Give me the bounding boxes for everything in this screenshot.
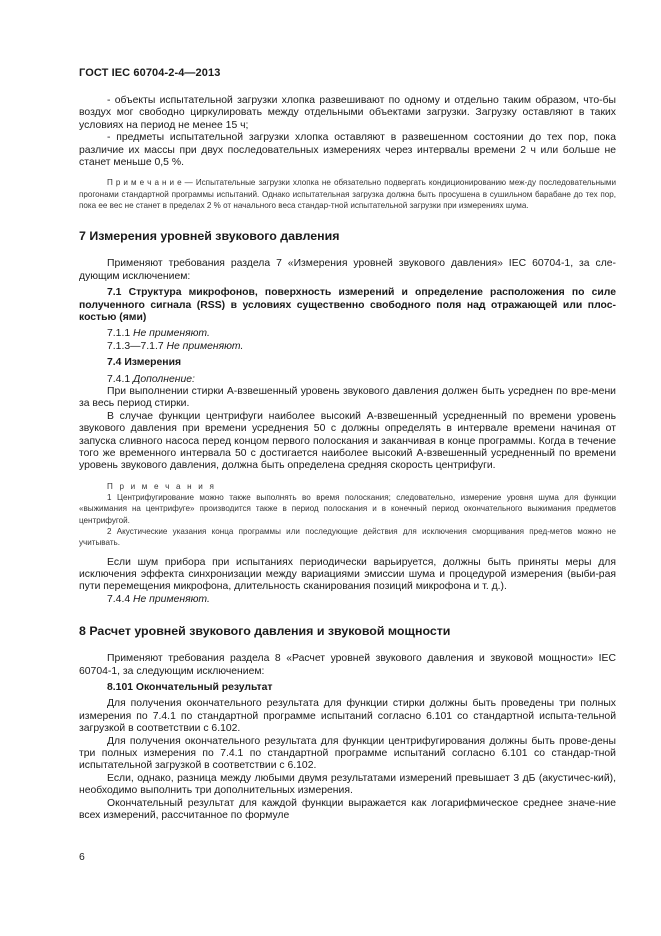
subsection-7-1-heading: 7.1 Структура микрофонов, поверхность измерений и определение расположения по силе полученного сигнала (RSS) в условиях существенно свободного поля над отражающей или плос-костью (ями) (79, 287, 616, 323)
note: 1 Центрифугирование можно также выполнять во время полоскания; следовательно, измерение уровня шума для функции «выжимания на центрифуге» производится также в период полоскания и в конечный период окончательного выжимания предметов центрифугой. (79, 493, 616, 525)
clause-text: Дополнение: (133, 373, 195, 385)
clause-7-1-3 (79, 341, 616, 353)
list-item: - предметы испытательной загрузки хлопка оставляют в развешенном состоянии до тех пор, пока различие их массы при двух последовательных измерениях через интервалы времени 2 ч или больше не станет меньше 0,5 %. (79, 132, 616, 169)
paragraph: Применяют требования раздела 7 «Измерения уровней звукового давления» IEC 60704-1, за сле-дующим исключением: (79, 258, 616, 282)
section-8-heading: 8 Расчет уровней звукового давления и звуковой мощности (79, 624, 451, 639)
page-header: ГОСТ IEC 60704-2-4—2013 (79, 67, 221, 79)
page-content (79, 95, 616, 823)
paragraph: Для получения окончательного результата для функции стирки должны быть проведены три полных измерения по 7.4.1 по стандартной программе испытаний согласно 6.101 со стандартной испыта-тельной загрузкой в соответствии с 6.102. (79, 698, 616, 735)
clause-text: Не применяют. (133, 328, 210, 340)
paragraph: Окончательный результат для каждой функции выражается как логарифмическое среднее значе-ние всех измерений, рассчитанное по формуле (79, 797, 616, 822)
note: П р и м е ч а н и е — Испытательные загрузки хлопка не обязательно подвергать кондиционированию меж-ду последовательными прогонами стандартной программы испытаний. Однако испытательная загрузка должна быть просушена в сушильном барабане до тех пор, пока ее вес не станет в пределах 2 % от начального веса стандар-тной испытательной загрузки при измерениях шума. (79, 178, 616, 211)
paragraph: Применяют требования раздела 8 «Расчет уровней звукового давления и звуковой мощности» IEC 60704-1, за следующим исключением: (79, 653, 616, 677)
notes-heading: П р и м е ч а н и я (107, 481, 217, 491)
clause-7-1-1 (79, 328, 616, 340)
paragraph: Если, однако, разница между любыми двумя результатами измерений превышает 3 дБ (акустичес-кий), необходимо выполнить три дополнительных измерения. (79, 772, 616, 797)
subsection-8-101-heading: 8.101 Окончательный результат (107, 682, 273, 694)
paragraph: Для получения окончательного результата для функции центрифугирования должны быть прове-дены три полных измерения по 7.4.1 по стандартной программе испытаний согласно 6.101 со стандар-тной испытательной загрузкой в соответствии с 6.102. (79, 735, 616, 772)
clause-text: Не применяют. (133, 593, 210, 605)
clause-number: 7.1.3—7.1.7 (107, 340, 167, 352)
clause-7-4-4 (79, 594, 616, 606)
section-7-heading: 7 Измерения уровней звукового давления (79, 229, 340, 244)
subsection-7-4-heading: 7.4 Измерения (107, 357, 182, 369)
note: 2 Акустические указания конца программы или последующие действия для исключения сморщивания пред-метов можно не учитывать. (79, 527, 616, 548)
paragraph: Если шум прибора при испытаниях периодически варьируется, должны быть приняты меры для исключения эффекта синхронизации между вариациями эмиссии шума и процедурой измерения (выби-рая пути перемещения микрофона, длительность сканирования позиций микрофона и т. д.). (79, 556, 616, 593)
clause-text: Не применяют. (166, 340, 244, 352)
clause-number: 7.1.1 (107, 328, 133, 340)
page-number: 6 (79, 852, 85, 863)
paragraph: При выполнении стирки А-взвешенный уровень звукового давления должен быть усреднен по вре-мени за весь период стирки. (79, 385, 616, 410)
list-item: - объекты испытательной загрузки хлопка развешивают по одному и отдельно таким образом, что-бы воздух мог свободно циркулировать между отдельными объектами загрузки. Загрузку оставляют в таких условиях на период не менее 15 ч; (79, 95, 616, 131)
clause-number: 7.4.1 (107, 373, 133, 385)
clause-number: 7.4.4 (107, 593, 133, 605)
clause-7-4-1 (79, 374, 616, 386)
paragraph: В случае функции центрифуги наиболее высокий А-взвешенный усредненный по времени уровень звукового давления при времени усреднения 50 с должны определять в интервале времени начиная от запуска сливного насоса перед концом первого полоскания и заканчивая в конце программы. Когда в течение того же временного интервала 50 с достигается наиболее высокий А-взвешенный усредненный по времени уровень звукового давления, должна быть определена средняя скорость центрифуги. (79, 410, 616, 472)
